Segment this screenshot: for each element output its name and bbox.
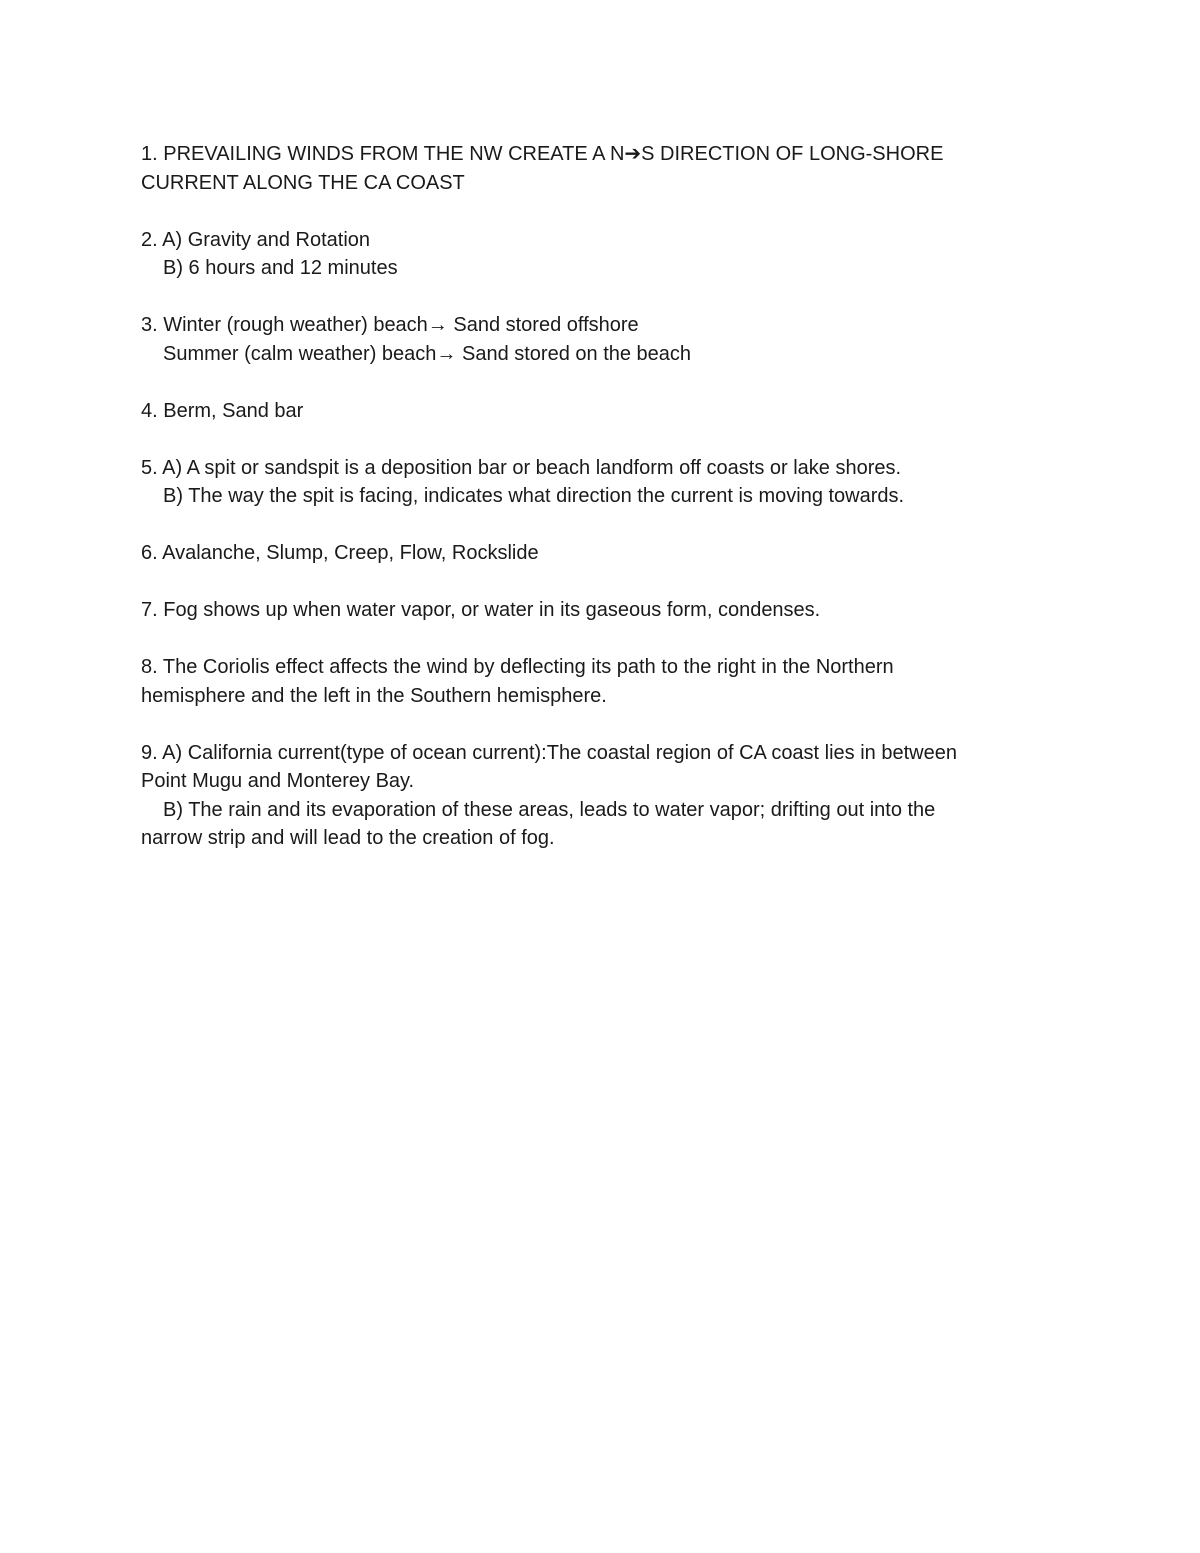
answer-3-summer: Summer (calm weather) beach→ Sand stored on the beach bbox=[163, 342, 692, 365]
answer-4 bbox=[141, 397, 1041, 426]
answer-8 bbox=[141, 653, 1041, 710]
answer-8-line-2: hemisphere and the left in the Southern hemisphere. bbox=[141, 684, 607, 707]
answer-9-part-b-line-1: B) The rain and its evaporation of these areas, leads to water vapor; drifting out into the bbox=[163, 798, 936, 821]
answer-2-part-a: 2. A) Gravity and Rotation bbox=[141, 228, 371, 251]
answer-5 bbox=[141, 454, 1041, 511]
answer-9-part-b-line-2: narrow strip and will lead to the creation of fog. bbox=[141, 827, 555, 849]
answer-2-part-b: B) 6 hours and 12 minutes bbox=[163, 257, 398, 279]
answer-7-line-1: 7. Fog shows up when water vapor, or water in its gaseous form, condenses. bbox=[141, 599, 821, 621]
answer-8-line-1: 8. The Coriolis effect affects the wind by deflecting its path to the right in the Northern bbox=[141, 656, 894, 678]
answer-5-part-a: 5. A) A spit or sandspit is a deposition bar or beach landform off coasts or lake shores. bbox=[141, 456, 902, 479]
answer-6 bbox=[141, 539, 1041, 568]
answer-9-part-a-line-1: 9. A) California current(type of ocean current):The coastal region of CA coast lies in between bbox=[141, 741, 957, 764]
answer-7 bbox=[141, 596, 1041, 625]
answer-1-line-1: 1. PREVAILING WINDS FROM THE NW CREATE A N➔S DIRECTION OF LONG-SHORE bbox=[141, 143, 944, 165]
answer-9 bbox=[141, 739, 1041, 853]
document-page bbox=[141, 140, 1041, 881]
answer-3 bbox=[141, 311, 1041, 368]
answer-1-line-2: CURRENT ALONG THE CA COAST bbox=[141, 171, 465, 194]
answer-1 bbox=[141, 140, 1041, 197]
answer-6-line-1: 6. Avalanche, Slump, Creep, Flow, Rockslide bbox=[141, 542, 539, 564]
answer-5-part-b: B) The way the spit is facing, indicates what direction the current is moving towards. bbox=[163, 485, 905, 507]
answer-4-line-1: 4. Berm, Sand bar bbox=[141, 399, 304, 422]
answer-9-part-a-line-2: Point Mugu and Monterey Bay. bbox=[141, 770, 415, 792]
answer-3-winter: 3. Winter (rough weather) beach→ Sand stored offshore bbox=[141, 314, 639, 336]
answer-2 bbox=[141, 226, 1041, 283]
